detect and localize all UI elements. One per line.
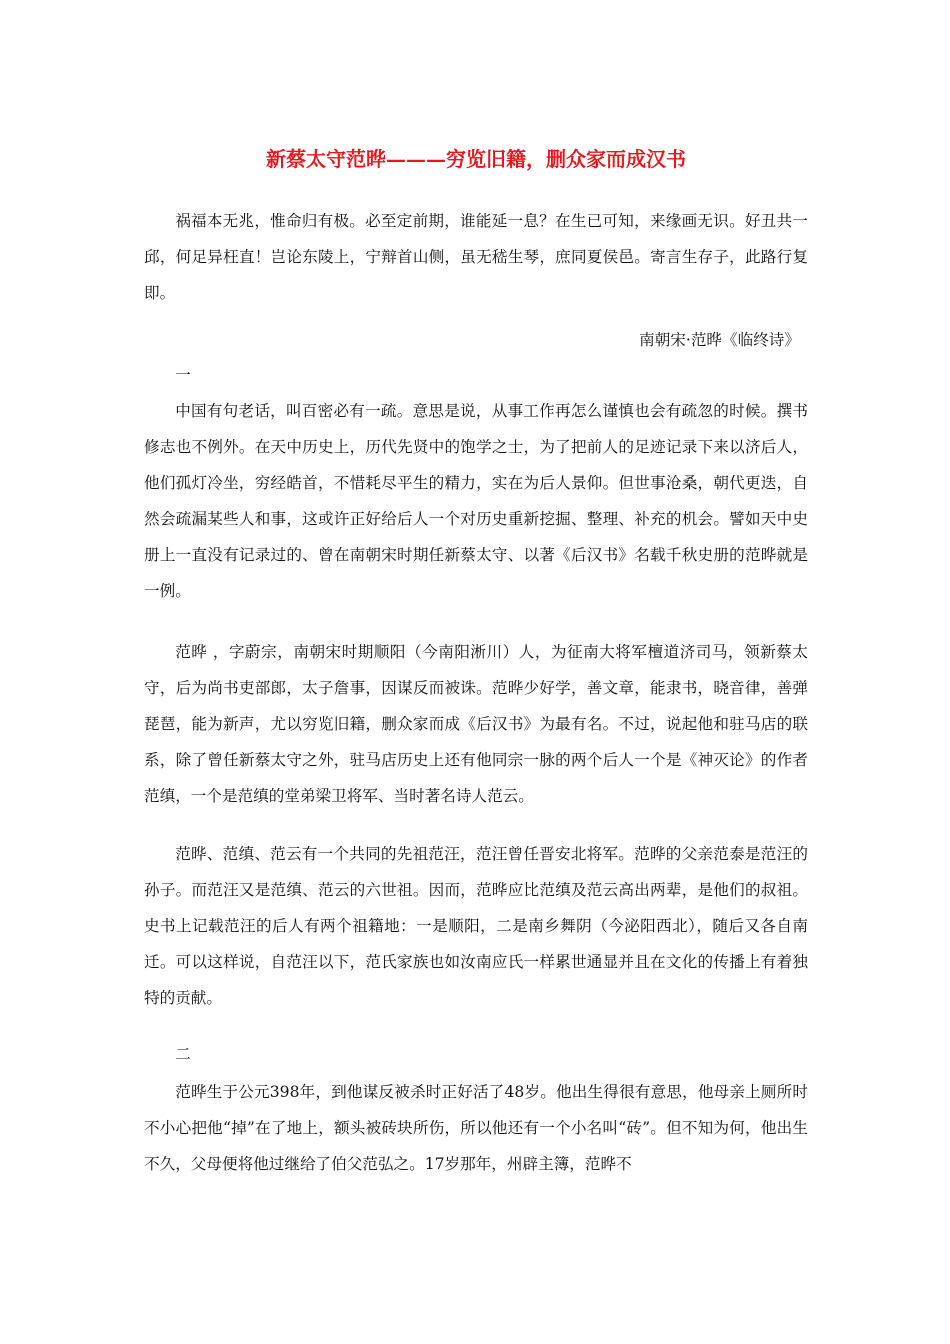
- paragraph-2: 范晔 ，字蔚宗，南朝宋时期顺阳（今南阳淅川）人，为征南大将军檀道济司马，领新蔡太守，后为尚书吏部郎，太子詹事，因谋反而被诛。范晔少好学，善文章，能隶书，晓音律，善弹琵琶，能为新声，尤以穷览旧籍，删众家而成《后汉书》为最有名。不过，说起他和驻马店的联系，除了曾任新蔡太守之外，驻马店历史上还有他同宗一脉的两个后人一个是《神灭论》的作者范缜，一个是范缜的堂弟梁卫将军、当时著名诗人范云。: [144, 643, 808, 805]
- poem-attribution: 南朝宋·范晔《临终诗》: [639, 331, 800, 349]
- paragraph-4: 范晔生于公元398年，到他谋反被杀时正好活了48岁。他出生得很有意思，他母亲上厕所时不小心把他“掉”在了地上，额头被砖块所伤，所以他还有一个小名叫“砖”。但不知为何，他出生不久，父母便将他过继给了伯父范弘之。17岁那年，州辟主簿，范晔不: [144, 1083, 808, 1173]
- article-title: 新蔡太守范晔———穷览旧籍，删众家而成汉书: [266, 147, 686, 171]
- section-number-2: 二: [175, 1045, 191, 1063]
- paragraph-1: 中国有句老话，叫百密必有一疏。意思是说，从事工作再怎么谨慎也会有疏忽的时候。撰书修志也不例外。在天中历史上，历代先贤中的饱学之士，为了把前人的足迹记录下来以济后人，他们孤灯冷坐，穷经皓首，不惜耗尽平生的精力，实在为后人景仰。但世事沧桑，朝代更迭，自然会疏漏某些人和事，这或许正好给后人一个对历史重新挖掘、整理、补充的机会。譬如天中史册上一直没有记录过的、曾在南朝宋时期任新蔡太守、以著《后汉书》名载千秋史册的范晔就是一例。: [144, 402, 808, 600]
- section-number-1: 一: [175, 366, 191, 384]
- poem-text: 祸福本无兆，惟命归有极。必至定前期，谁能延一息？在生已可知，来缘画无识。好丑共一邱，何足异枉直！岂论东陵上，宁辩首山侧，虽无嵇生琴，庶同夏侯邑。寄言生存子，此路行复即。: [144, 212, 808, 302]
- paragraph-3: 范晔、范缜、范云有一个共同的先祖范汪，范汪曾任晋安北将军。范晔的父亲范泰是范汪的孙子。而范汪又是范缜、范云的六世祖。因而，范晔应比范缜及范云高出两辈，是他们的叔祖。史书上记载范汪的后人有两个祖籍地：一是顺阳，二是南乡舞阴（今泌阳西北），随后又各自南迁。可以这样说，自范汪以下，范氏家族也如汝南应氏一样累世通显并且在文化的传播上有着独特的贡献。: [144, 845, 808, 1007]
